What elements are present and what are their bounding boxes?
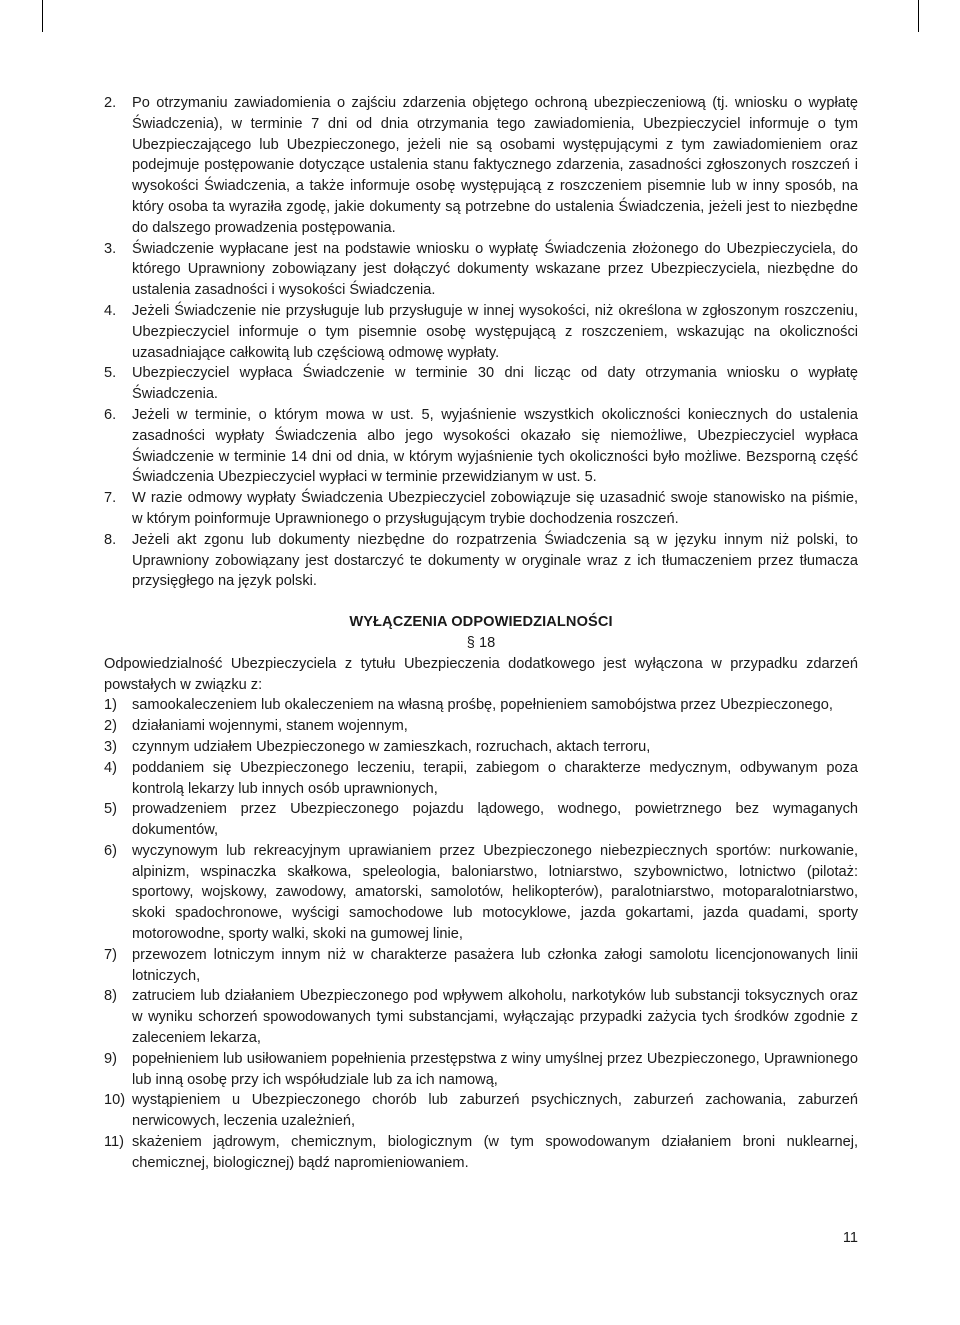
item-number: 9) <box>104 1050 117 1067</box>
item-text: prowadzeniem przez Ubezpieczonego pojazdu lądowego, wodnego, powietrznego bez wymaganych dokumentów, <box>132 801 858 839</box>
claims-item <box>104 363 858 405</box>
item-number: 4) <box>104 759 117 776</box>
item-text: działaniami wojennymi, stanem wojennym, <box>132 718 408 735</box>
item-number: 2. <box>104 95 117 111</box>
item-number: 3. <box>104 240 117 257</box>
exclusions-intro: Odpowiedzialność Ubezpieczyciela z tytułu Ubezpieczenia dodatkowego jest wyłączona w przypadku zdarzeń powstałych w związku z: <box>104 655 858 693</box>
claims-item <box>104 405 858 488</box>
exclusion-item <box>104 986 858 1048</box>
exclusion-item <box>104 716 858 737</box>
item-number: 1) <box>104 697 117 714</box>
item-text: samookaleczeniem lub okaleczeniem na własną prośbę, popełnieniem samobójstwa przez Ubezpieczonego, <box>132 697 833 714</box>
exclusion-item <box>104 1090 858 1132</box>
item-number: 8) <box>104 988 117 1005</box>
item-text: Jeżeli Świadczenie nie przysługuje lub przysługuje w innej wysokości, niż określona w zgłoszonym roszczeniu, Ubezpieczyciel informuje o tym pisemnie osobę występującą z roszczeniem, wskazując na okoliczności uzasadniające całkowitą lub częściową odmowę wypłaty. <box>132 302 858 361</box>
item-number: 8. <box>104 531 117 548</box>
item-text: Świadczenie wypłacane jest na podstawie wniosku o wypłatę Świadczenia złożonego do Ubezpieczyciela, do którego Uprawniony zobowiązany jest dołączyć dokumenty wskazane przez Ubezpieczyciela, niezbędne do ustalenia zasadności i wysokości Świadczenia. <box>132 240 858 299</box>
item-text: popełnieniem lub usiłowaniem popełnienia przestępstwa z winy umyślnej przez Ubezpieczonego, Uprawnionego lub inną osobę przy ich współudziale lub za ich namową, <box>132 1050 858 1088</box>
item-text: Jeżeli w terminie, o którym mowa w ust. 5, wyjaśnienie wszystkich okoliczności koniecznych do ustalenia zasadności wypłaty Świadczenia albo jego wysokości okazało się niemożliwe, Ubezpieczyciel wypłaca Świadczenie w terminie 14 dni od dnia, w którym wyjaśnienie tych okoliczności było możliwe. Bezsporną część Świadczenia Ubezpieczyciel wypłaci w terminie przewidzianym w ust. 5. <box>132 406 858 486</box>
item-text: Ubezpieczyciel wypłaca Świadczenie w terminie 30 dni licząc od daty otrzymania wniosku o wypłatę Świadczenia. <box>132 365 858 403</box>
item-number: 10) <box>104 1092 126 1109</box>
item-number: 4. <box>104 302 117 319</box>
document-page <box>104 93 858 1174</box>
exclusion-item <box>104 841 858 945</box>
claims-item <box>104 239 858 301</box>
item-text: czynnym udziałem Ubezpieczonego w zamieszkach, rozruchach, aktach terroru, <box>132 738 651 755</box>
exclusion-item <box>104 945 858 987</box>
item-number: 6) <box>104 842 117 859</box>
claims-procedure-list <box>104 93 858 592</box>
crop-mark-right <box>918 0 919 32</box>
exclusion-item <box>104 1132 858 1174</box>
item-number: 5. <box>104 365 117 382</box>
item-text: Po otrzymaniu zawiadomienia o zajściu zdarzenia objętego ochroną ubezpieczeniową (tj. wniosku o wypłatę Świadczenia), w terminie 7 dni od dnia otrzymania tego zawiadomienia, Ubezpieczyciel informuje o tym Ubezpieczającego lub Ubezpieczonego, jeżeli nie są osobami występującymi z tym zawiadomieniem oraz podejmuje postępowanie dotyczące ustalenia stanu faktycznego zdarzenia, zasadności zgłoszonych roszczeń i wysokości Świadczenia, a także informuje osobę występującą z roszczeniem pisemnie lub w inny sposób, na który osoba ta wyraziła zgodę, jakie dokumenty są potrzebne do ustalenia Świadczenia, jeżeli jest to niezbędne do dalszego prowadzenia postępowania. <box>132 95 858 236</box>
item-number: 3) <box>104 738 117 755</box>
item-text: skażeniem jądrowym, chemicznym, biologicznym (w tym spowodowanym działaniem broni nuklearnej, chemicznej, biologicznej) bądź napromieniowaniem. <box>132 1134 858 1171</box>
item-text: Jeżeli akt zgonu lub dokumenty niezbędne do rozpatrzenia Świadczenia są w języku innym niż polski, to Uprawniony zobowiązany jest dostarczyć te dokumenty w oryginale wraz z ich tłumaczeniem przez tłumacza przysięgłego na język polski. <box>132 531 858 590</box>
exclusion-item <box>104 799 858 841</box>
item-text: przewozem lotniczym innym niż w charakterze pasażera lub członka załogi samolotu licencjonowanych linii lotniczych, <box>132 946 858 984</box>
item-number: 7. <box>104 490 117 507</box>
item-number: 11) <box>104 1134 125 1151</box>
claims-item <box>104 488 858 530</box>
exclusion-item <box>104 737 858 758</box>
exclusions-list <box>104 695 858 1173</box>
item-text: wystąpieniem u Ubezpieczonego chorób lub zaburzeń psychicznych, zaburzeń zachowania, zaburzeń nerwicowych, leczenia uzależnień, <box>132 1092 858 1130</box>
item-text: W razie odmowy wypłaty Świadczenia Ubezpieczyciel zobowiązuje się uzasadnić swoje stanowisko na piśmie, w którym poinformuje Uprawnionego o przysługującym trybie dochodzenia roszczeń. <box>132 490 858 527</box>
item-text: wyczynowym lub rekreacyjnym uprawianiem przez Ubezpieczonego niebezpiecznych sportów: nurkowanie, alpinizm, wspinaczka skałkowa, speleologia, baloniarstwo, lotniarstwo, szybownictwo, lotnictwo (pilotaż: sportowy, wojskowy, zawodowy, amatorski, samolotów, helikopterów), paralotniarstwo, motoparalotniarstwo, skoki spadochronowe, wyścigi samochodowe lub motocyklowe, jazda gokartami, jazda quadami, sporty motorowodne, sporty walki, skoki na gumowej linie, <box>132 842 858 943</box>
page-number: 11 <box>842 1230 858 1246</box>
section-heading: WYŁĄCZENIA ODPOWIEDZIALNOŚCI <box>349 614 613 631</box>
item-text: zatruciem lub działaniem Ubezpieczonego pod wpływem alkoholu, narkotyków lub substancji toksycznych oraz w wyniku schorzeń spowodowanych tymi substancjami, wyłączając przypadki zażycia tych środków zgodnie z zaleceniem lekarza, <box>132 988 858 1047</box>
item-text: poddaniem się Ubezpieczonego leczeniu, terapii, zabiegom o charakterze medycznym, odbywanym poza kontrolą lekarzy lub innych osób uprawnionych, <box>132 759 858 797</box>
claims-item <box>104 530 858 592</box>
item-number: 2) <box>104 718 117 735</box>
exclusion-item <box>104 758 858 800</box>
item-number: 5) <box>104 801 117 818</box>
exclusion-item <box>104 1049 858 1091</box>
paragraph-number: § 18 <box>466 634 496 651</box>
crop-mark-left <box>42 0 43 32</box>
item-number: 6. <box>104 406 117 423</box>
claims-item <box>104 93 858 239</box>
exclusion-item <box>104 695 858 716</box>
claims-item <box>104 301 858 363</box>
item-number: 7) <box>104 946 117 963</box>
